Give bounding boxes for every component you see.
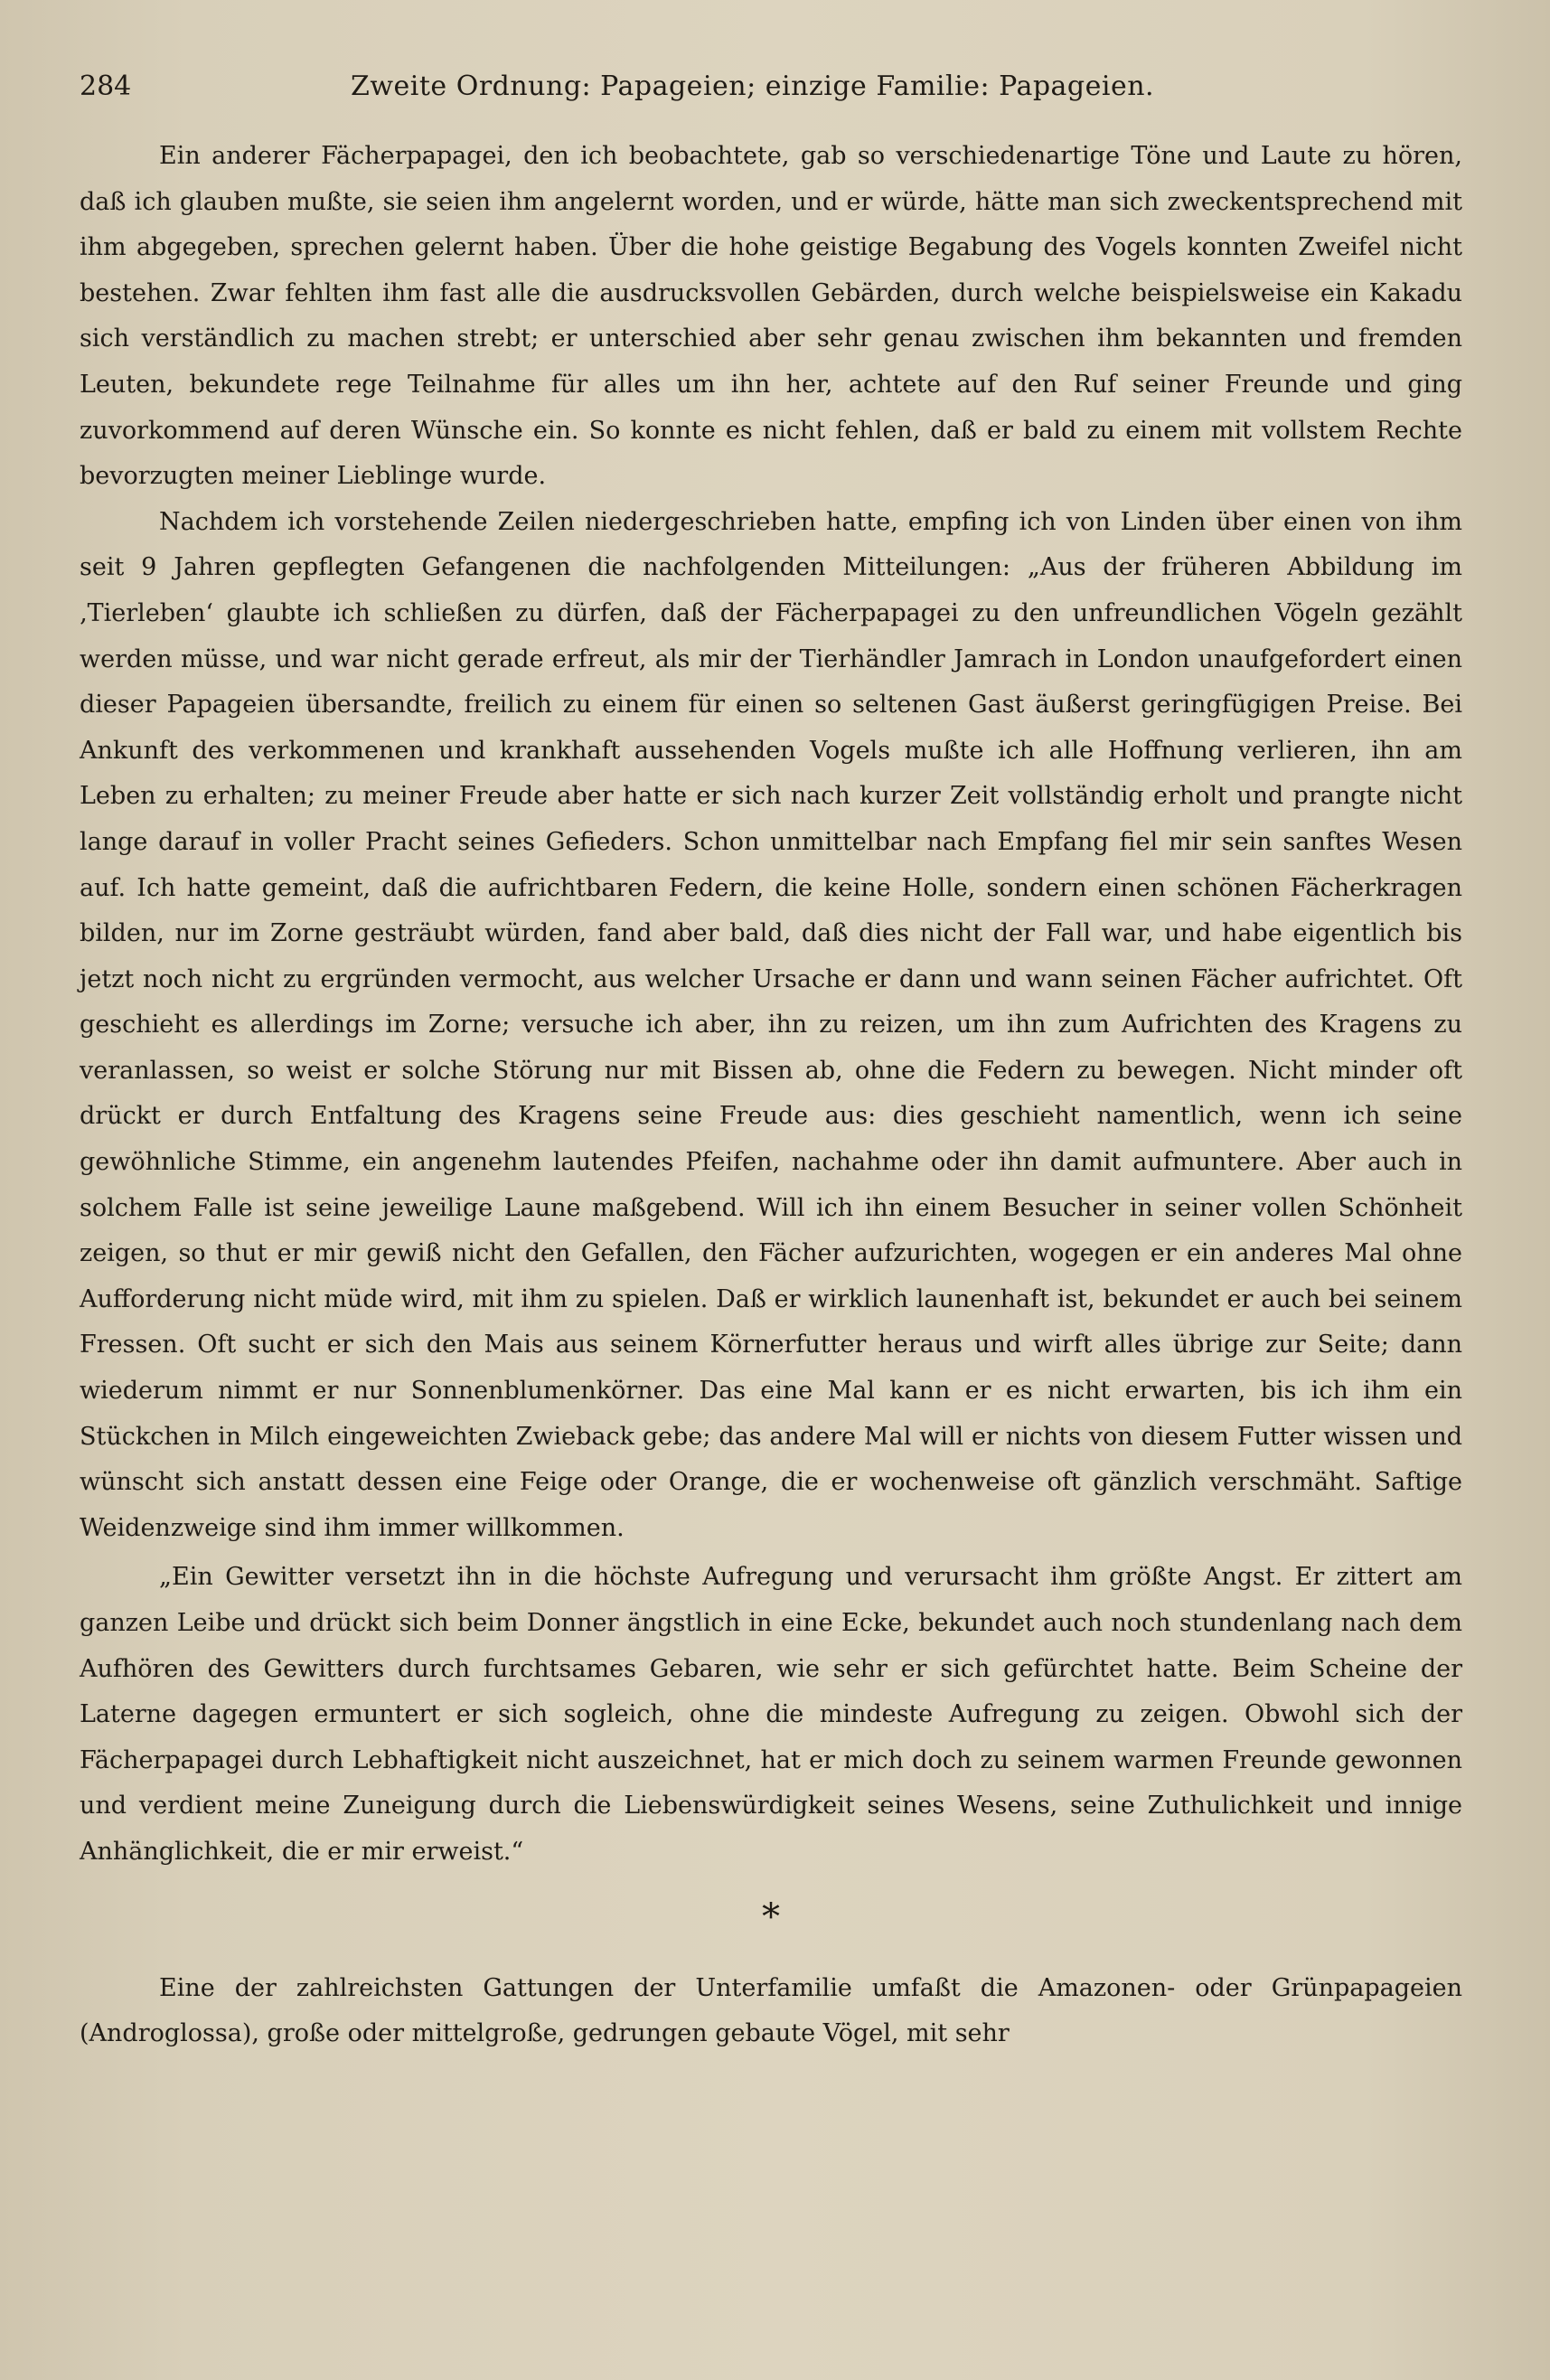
paragraph-3: „Ein Gewitter versetzt ihn in die höchste Aufregung und verursacht ihm größte Angst. Er zittert am ganzen Leibe und drückt sich beim Donner ängstlich in eine Ecke, bekundet auch noch stundenlang nach dem Aufhören des Gewitters durch furchtsames Gebaren, wie sehr er sich gefürchtet hatte. Beim Scheine der Laterne dagegen ermuntert er sich sogleich, ohne die mindeste Aufregung zu zeigen. Obwohl sich der Fächerpapagei durch Lebhaftigkeit nicht auszeichnet, hat er mich doch zu seinem warmen Freunde gewonnen und verdient meine Zuneigung durch die Liebenswürdigkeit seines Wesens, seine Zuthulichkeit und innige Anhänglichkeit, die er mir erweist.“ — [80, 1563, 1462, 1866]
page-number: 284 — [80, 71, 132, 102]
section-separator: * — [762, 1896, 780, 1938]
running-title: Zweite Ordnung: Papageien; einzige Familie: Papageien. — [351, 71, 1155, 102]
paragraph-2: Nachdem ich vorstehende Zeilen niedergeschrieben hatte, empfing ich von Linden über einen von ihm seit 9 Jahren gepflegten Gefangenen die nachfolgenden Mitteilungen: „Aus der früheren Abbildung im ‚Tierleben‘ glaubte ich schließen zu dürfen, daß der Fächerpapagei zu den unfreundlichen Vögeln gezählt werden müsse, und war nicht gerade erfreut, als mir der Tierhändler Jamrach in London unaufgefordert einen dieser Papageien übersandte, freilich zu einem für einen so seltenen Gast äußerst geringfügigen Preise. Bei Ankunft des verkommenen und krankhaft aussehenden Vogels mußte ich alle Hoffnung verlieren, ihn am Leben zu erhalten; zu meiner Freude aber hatte er sich nach kurzer Zeit vollständig erholt und prangte nicht lange darauf in voller Pracht seines Gefieders. Schon unmittelbar nach Empfang fiel mir sein sanftes Wesen auf. Ich hatte gemeint, daß die aufrichtbaren Federn, die keine Holle, sondern einen schönen Fächerkragen bilden, nur im Zorne gesträubt würden, fand aber bald, daß dies nicht der Fall war, und habe eigentlich bis jetzt noch nicht zu ergründen vermocht, aus welcher Ursache er dann und wann seinen Fächer aufrichtet. Oft geschieht es allerdings im Zorne; versuche ich aber, ihn zu reizen, um ihn zum Aufrichten des Kragens zu veranlassen, so weist er solche Störung nur mit Bissen ab, ohne die Federn zu bewegen. Nicht minder oft drückt er durch Entfaltung des Kragens seine Freude aus: dies geschieht namentlich, wenn ich seine gewöhnliche Stimme, ein angenehm lautendes Pfeifen, nachahme oder ihn damit aufmuntere. Aber auch in solchem Falle ist seine jeweilige Laune maßgebend. Will ich ihn einem Besucher in seiner vollen Schönheit zeigen, so thut er mir gewiß nicht den Gefallen, den Fächer aufzurichten, wogegen er ein anderes Mal ohne Aufforderung nicht müde wird, mit ihm zu spielen. Daß er wirklich launenhaft ist, bekundet er auch bei seinem Fressen. Oft sucht er sich den Mais aus seinem Körnerfutter heraus und wirft alles übrige zur Seite; dann wiederum nimmt er nur Sonnenblumenkörner. Das eine Mal kann er es nicht erwarten, bis ich ihm ein Stückchen in Milch eingeweichten Zwieback gebe; das andere Mal will er nichts von diesem Futter wissen und wünscht sich anstatt dessen eine Feige oder Orange, die er wochenweise oft gänzlich verschmäht. Saftige Weidenzweige sind ihm immer willkommen. — [80, 507, 1462, 1542]
paragraph-1: Ein anderer Fächerpapagei, den ich beobachtete, gab so verschiedenartige Töne und Laute zu hören, daß ich glauben mußte, sie seien ihm angelernt worden, und er würde, hätte man sich zweckentsprechend mit ihm abgegeben, sprechen gelernt haben. Über die hohe geistige Begabung des Vogels konnten Zweifel nicht bestehen. Zwar fehlten ihm fast alle die ausdrucksvollen Gebärden, durch welche beispielsweise ein Kakadu sich verständlich zu machen strebt; er unterschied aber sehr genau zwischen ihm bekannten und fremden Leuten, bekundete rege Teilnahme für alles um ihn her, achtete auf den Ruf seiner Freunde und ging zuvorkommend auf deren Wünsche ein. So konnte es nicht fehlen, daß er bald zu einem mit vollstem Rechte bevorzugten meiner Lieblinge wurde. — [80, 142, 1462, 491]
paragraph-4: Eine der zahlreichsten Gattungen der Unterfamilie umfaßt die Amazonen- oder Grünpapageien (Androglossa), große oder mittelgroße, gedrungen gebaute Vögel, mit sehr — [80, 1973, 1462, 2048]
running-head — [80, 67, 1471, 107]
body-text — [80, 134, 1462, 2057]
